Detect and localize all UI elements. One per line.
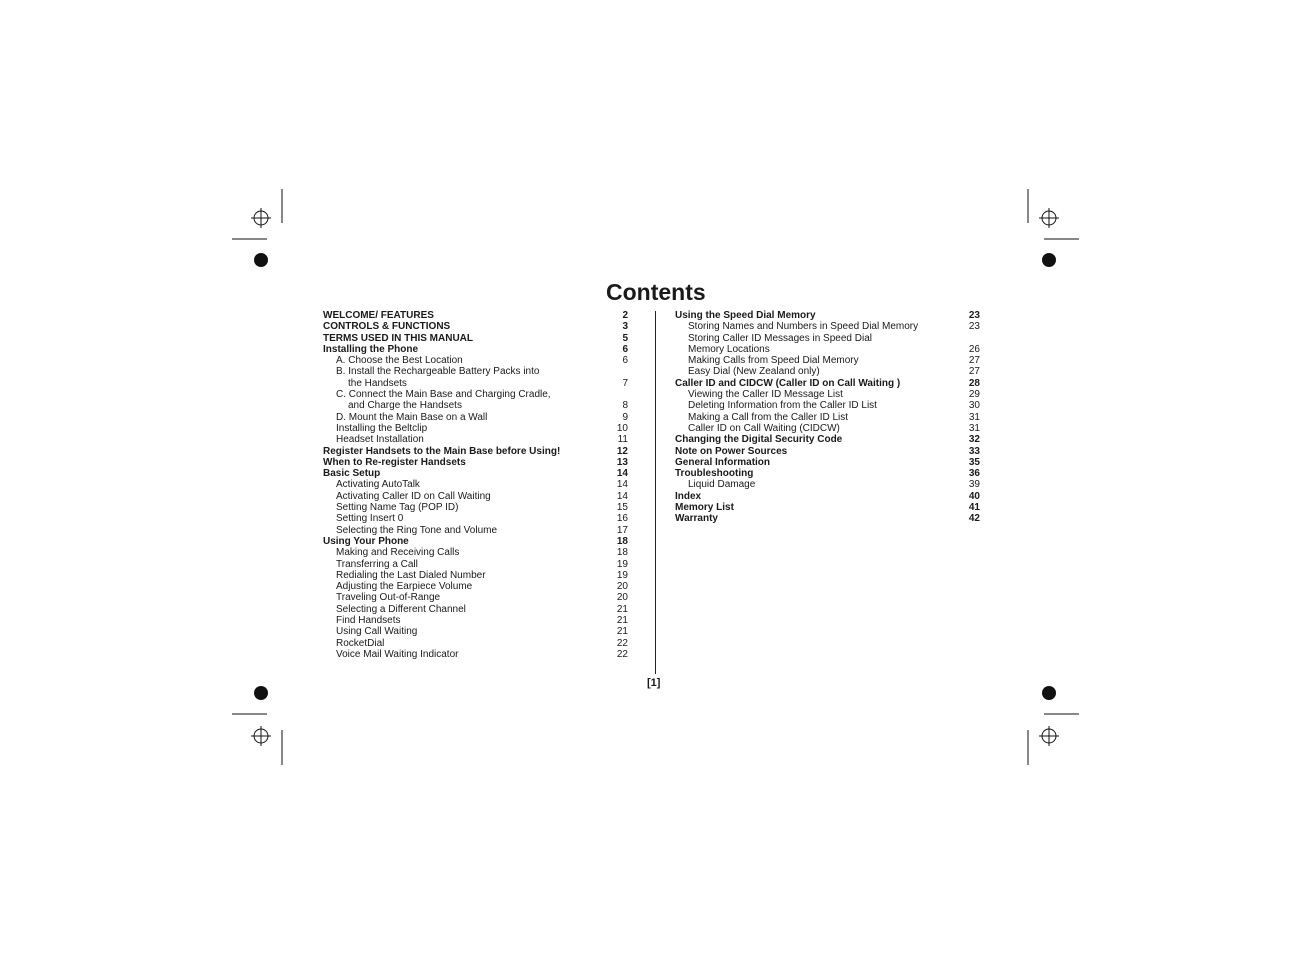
toc-entry — [323, 592, 628, 603]
toc-entry-title: Caller ID and CIDCW (Caller ID on Call Waiting ) — [675, 377, 901, 389]
toc-entry-title: Activating AutoTalk — [336, 479, 420, 491]
toc-entry-title: Using Your Phone — [323, 535, 409, 547]
toc-entry — [675, 423, 980, 434]
toc-entry-page: 32 — [968, 434, 980, 446]
toc-entry-page: 5 — [622, 332, 628, 344]
toc-entry — [323, 468, 628, 479]
toc-entry — [675, 333, 980, 344]
toc-entry-page: 33 — [968, 445, 980, 457]
toc-entry — [675, 400, 980, 411]
toc-entry — [323, 581, 628, 592]
toc-entry — [323, 355, 628, 366]
toc-entry-title: Installing the Phone — [323, 343, 419, 355]
toc-entry-title: A. Choose the Best Location — [336, 355, 463, 367]
toc-entry — [323, 457, 628, 468]
toc-entry-page: 6 — [622, 343, 628, 355]
page-number: [1] — [647, 677, 661, 689]
toc-entry-page: 19 — [616, 569, 628, 581]
toc-entry-title: Making a Call from the Caller ID List — [688, 411, 849, 423]
toc-entry-page: 8 — [622, 400, 628, 412]
toc-entry-title: Selecting a Different Channel — [336, 603, 466, 615]
toc-entry — [675, 389, 980, 400]
toc-entry-page: 17 — [616, 524, 628, 536]
toc-entry — [675, 446, 980, 457]
toc-entry-page: 15 — [616, 502, 628, 514]
toc-entry-page: 22 — [616, 637, 628, 649]
toc-entry-title: Liquid Damage — [688, 479, 756, 491]
toc-entry-page: 21 — [616, 603, 628, 615]
toc-entry — [675, 513, 980, 524]
toc-entry-page: 27 — [968, 366, 980, 378]
toc-column-left — [323, 310, 628, 660]
toc-entry-title: Using Call Waiting — [336, 626, 418, 638]
toc-entry-page: 20 — [616, 581, 628, 593]
toc-entry — [323, 333, 628, 344]
toc-entry-title: Traveling Out-of-Range — [336, 592, 441, 604]
toc-entry-page: 39 — [968, 479, 980, 491]
toc-entry-page: 26 — [968, 343, 980, 355]
toc-entry-page: 31 — [968, 411, 980, 423]
toc-entry-title: Index — [675, 490, 702, 502]
toc-entry-page: 28 — [968, 377, 980, 389]
toc-entry-title: Adjusting the Earpiece Volume — [336, 581, 473, 593]
toc-entry-page: 30 — [968, 400, 980, 412]
toc-entry — [323, 400, 628, 411]
toc-entry — [323, 479, 628, 490]
toc-entry-page: 20 — [616, 592, 628, 604]
toc-entry-title: and Charge the Handsets — [348, 400, 462, 412]
toc-entry — [323, 626, 628, 637]
toc-entry — [323, 389, 628, 400]
toc-entry-page: 19 — [616, 558, 628, 570]
toc-entry — [323, 604, 628, 615]
toc-entry-page: 40 — [968, 490, 980, 502]
toc-entry-page: 41 — [968, 502, 980, 514]
toc-entry-title: CONTROLS & FUNCTIONS — [323, 321, 451, 333]
toc-entry — [675, 412, 980, 423]
toc-entry-title: Installing the Beltclip — [336, 422, 428, 434]
toc-entry — [323, 513, 628, 524]
toc-entry-page: 23 — [968, 321, 980, 333]
page-title: Contents — [606, 279, 706, 305]
toc-entry-title: Memory Locations — [688, 343, 770, 355]
toc-entry-page: 13 — [616, 456, 628, 468]
toc-entry-title: Note on Power Sources — [675, 445, 788, 457]
toc-entry-title: C. Connect the Main Base and Charging Cradle, — [336, 389, 551, 401]
toc-entry-title: Setting Insert 0 — [336, 513, 404, 525]
toc-entry-page: 21 — [616, 615, 628, 627]
toc-entry-page: 23 — [968, 310, 980, 321]
toc-entry-title: Easy Dial (New Zealand only) — [688, 366, 820, 378]
toc-entry-title: Register Handsets to the Main Base before Using! — [323, 445, 561, 457]
toc-entry-title: RocketDial — [336, 637, 385, 649]
toc-entry-page: 14 — [616, 468, 628, 480]
toc-entry — [323, 649, 628, 660]
toc-entry-title: Headset Installation — [336, 434, 424, 446]
toc-entry-title: Setting Name Tag (POP ID) — [336, 502, 459, 514]
toc-entry-page: 7 — [622, 377, 628, 389]
toc-column-right — [675, 310, 980, 525]
toc-entry-page: 6 — [622, 355, 628, 367]
toc-entry — [323, 615, 628, 626]
toc-entry — [323, 412, 628, 423]
registration-dot-icon — [1042, 253, 1056, 267]
toc-entry — [323, 344, 628, 355]
registration-dot-icon — [254, 686, 268, 700]
toc-entry-title: B. Install the Rechargeable Battery Packs into — [336, 366, 540, 378]
toc-entry — [675, 378, 980, 389]
toc-entry-title: Storing Caller ID Messages in Speed Dial — [688, 332, 872, 344]
toc-entry — [675, 355, 980, 366]
toc-entry — [675, 491, 980, 502]
toc-entry — [675, 310, 980, 321]
toc-entry — [323, 321, 628, 332]
toc-entry-page: 12 — [616, 445, 628, 457]
toc-entry-title: TERMS USED IN THIS MANUAL — [323, 332, 473, 344]
toc-entry-title: Deleting Information from the Caller ID List — [688, 400, 877, 412]
toc-entry — [323, 434, 628, 445]
registration-dot-icon — [1042, 686, 1056, 700]
toc-entry-title: WELCOME/ FEATURES — [323, 310, 434, 321]
toc-entry — [675, 344, 980, 355]
toc-entry — [675, 321, 980, 332]
toc-entry-title: Memory List — [675, 502, 734, 514]
toc-entry-page: 36 — [968, 468, 980, 480]
toc-entry — [323, 547, 628, 558]
toc-entry-title: Making and Receiving Calls — [336, 547, 460, 559]
toc-entry — [323, 536, 628, 547]
toc-entry-title: Changing the Digital Security Code — [675, 434, 843, 446]
column-divider — [655, 311, 656, 674]
toc-entry-page: 42 — [968, 513, 980, 525]
toc-entry-page: 2 — [622, 310, 628, 321]
toc-entry — [675, 434, 980, 445]
toc-entry-title: Viewing the Caller ID Message List — [688, 389, 843, 401]
toc-entry-title: General Information — [675, 456, 771, 468]
toc-entry-title: Making Calls from Speed Dial Memory — [688, 355, 859, 367]
toc-entry — [675, 366, 980, 377]
toc-entry-page: 14 — [616, 490, 628, 502]
toc-entry — [675, 457, 980, 468]
toc-entry-title: the Handsets — [348, 377, 407, 389]
toc-entry-title: Basic Setup — [323, 468, 381, 480]
toc-entry — [675, 479, 980, 490]
toc-entry — [323, 559, 628, 570]
toc-entry-title: Selecting the Ring Tone and Volume — [336, 524, 498, 536]
toc-entry-title: D. Mount the Main Base on a Wall — [336, 411, 488, 423]
toc-entry-page: 21 — [616, 626, 628, 638]
toc-entry-page: 18 — [616, 535, 628, 547]
toc-entry-page: 27 — [968, 355, 980, 367]
toc-entry-page: 3 — [622, 321, 628, 333]
toc-entry — [323, 638, 628, 649]
toc-entry — [675, 502, 980, 513]
toc-entry-page: 10 — [616, 422, 628, 434]
toc-entry-title: Storing Names and Numbers in Speed Dial Memory — [688, 321, 919, 333]
toc-entry-title: Caller ID on Call Waiting (CIDCW) — [688, 422, 840, 434]
toc-entry-title: Warranty — [675, 513, 718, 525]
toc-entry-title: Troubleshooting — [675, 468, 754, 480]
toc-entry — [323, 378, 628, 389]
toc-entry-title: Using the Speed Dial Memory — [675, 310, 816, 321]
toc-entry — [323, 525, 628, 536]
toc-entry — [323, 446, 628, 457]
toc-entry-title: When to Re-register Handsets — [323, 456, 466, 468]
toc-entry-title: Activating Caller ID on Call Waiting — [336, 490, 491, 502]
toc-entry — [323, 366, 628, 377]
toc-entry-page: 14 — [616, 479, 628, 491]
toc-entry — [323, 310, 628, 321]
toc-entry-title: Find Handsets — [336, 615, 401, 627]
toc-entry-page: 31 — [968, 422, 980, 434]
toc-entry-title: Transferring a Call — [336, 558, 418, 570]
toc-entry-page: 29 — [968, 389, 980, 401]
toc-entry-page: 22 — [616, 648, 628, 660]
toc-entry — [323, 502, 628, 513]
toc-entry — [675, 468, 980, 479]
toc-entry-title: Redialing the Last Dialed Number — [336, 569, 486, 581]
toc-entry-page: 9 — [622, 411, 628, 423]
toc-entry — [323, 491, 628, 502]
toc-entry — [323, 570, 628, 581]
toc-entry-title: Voice Mail Waiting Indicator — [336, 648, 459, 660]
registration-dot-icon — [254, 253, 268, 267]
toc-entry-page: 11 — [617, 434, 628, 446]
toc-entry-page: 35 — [968, 456, 980, 468]
toc-entry — [323, 423, 628, 434]
toc-entry-page: 16 — [616, 513, 628, 525]
toc-entry-page: 18 — [616, 547, 628, 559]
